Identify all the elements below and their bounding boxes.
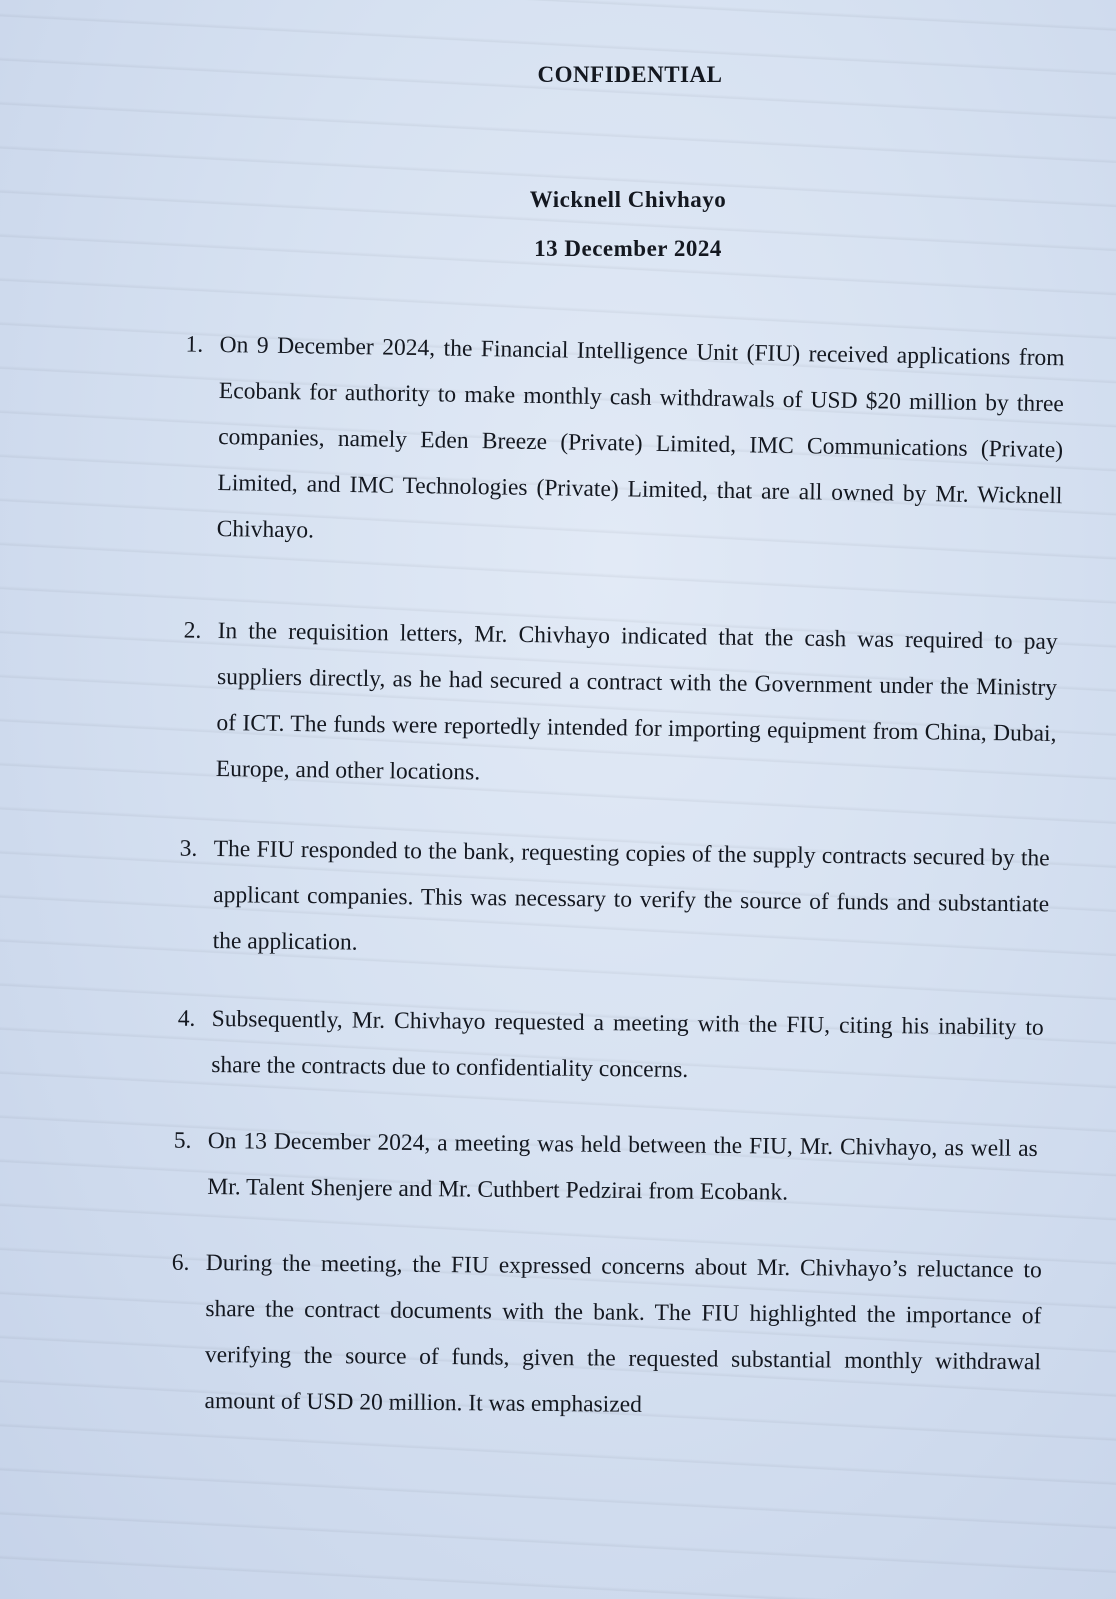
list-item <box>179 826 1050 973</box>
item-number: 2. <box>183 617 202 644</box>
list-item <box>183 608 1058 803</box>
item-text: On 9 December 2024, the Financial Intelligence Unit (FIU) received applications from Ecobank for authority to make monthly cash withdrawals of USD $20 million by three companies, namely Eden Breeze (Private) Limited, IMC Communications (Private) Limited, and IMC Technologies (Private) Limited, that are all owned by Mr. Wicknell Chivhayo. <box>216 331 1065 544</box>
item-text: The FIU responded to the bank, requesting copies of the supply contracts secured by the applicant companies. This was necessary to verify the source of funds and substantiate the application. <box>212 835 1050 956</box>
item-text: In the requisition letters, Mr. Chivhayo indicated that the cash was required to pay suppliers directly, as he had secured a contract with the Government under the Ministry of ICT. The funds were reportedly intended for importing equipment from China, Dubai, Europe, and other locations. <box>215 617 1058 786</box>
item-text: During the meeting, the FIU expressed concerns about Mr. Chivhayo’s reluctance to share the contract documents with the bank. The FIU highlighted the importance of verifying the source of funds, given the requested substantial monthly withdrawal amount of USD 20 million. It was emphasized <box>204 1249 1042 1418</box>
item-number: 4. <box>177 1005 196 1032</box>
item-number: 6. <box>171 1249 190 1276</box>
item-number: 5. <box>173 1127 192 1154</box>
document-date: 13 December 2024 <box>534 236 722 261</box>
list-item <box>171 1240 1042 1431</box>
item-number: 1. <box>185 331 204 358</box>
list-item <box>185 322 1065 565</box>
item-text: On 13 December 2024, a meeting was held between the FIU, Mr. Chivhayo, as well as Mr. Talent Shenjere and Mr. Cuthbert Pedzirai from Ecobank. <box>207 1127 1038 1206</box>
list-item <box>173 1118 1038 1218</box>
subject-name: Wicknell Chivhayo <box>529 187 727 212</box>
confidential-heading: CONFIDENTIAL <box>537 62 723 87</box>
list-item <box>177 996 1044 1097</box>
item-number: 3. <box>179 835 198 862</box>
item-text: Subsequently, Mr. Chivhayo requested a meeting with the FIU, citing his inability to share the contracts due to confidentiality concerns. <box>211 1005 1044 1083</box>
